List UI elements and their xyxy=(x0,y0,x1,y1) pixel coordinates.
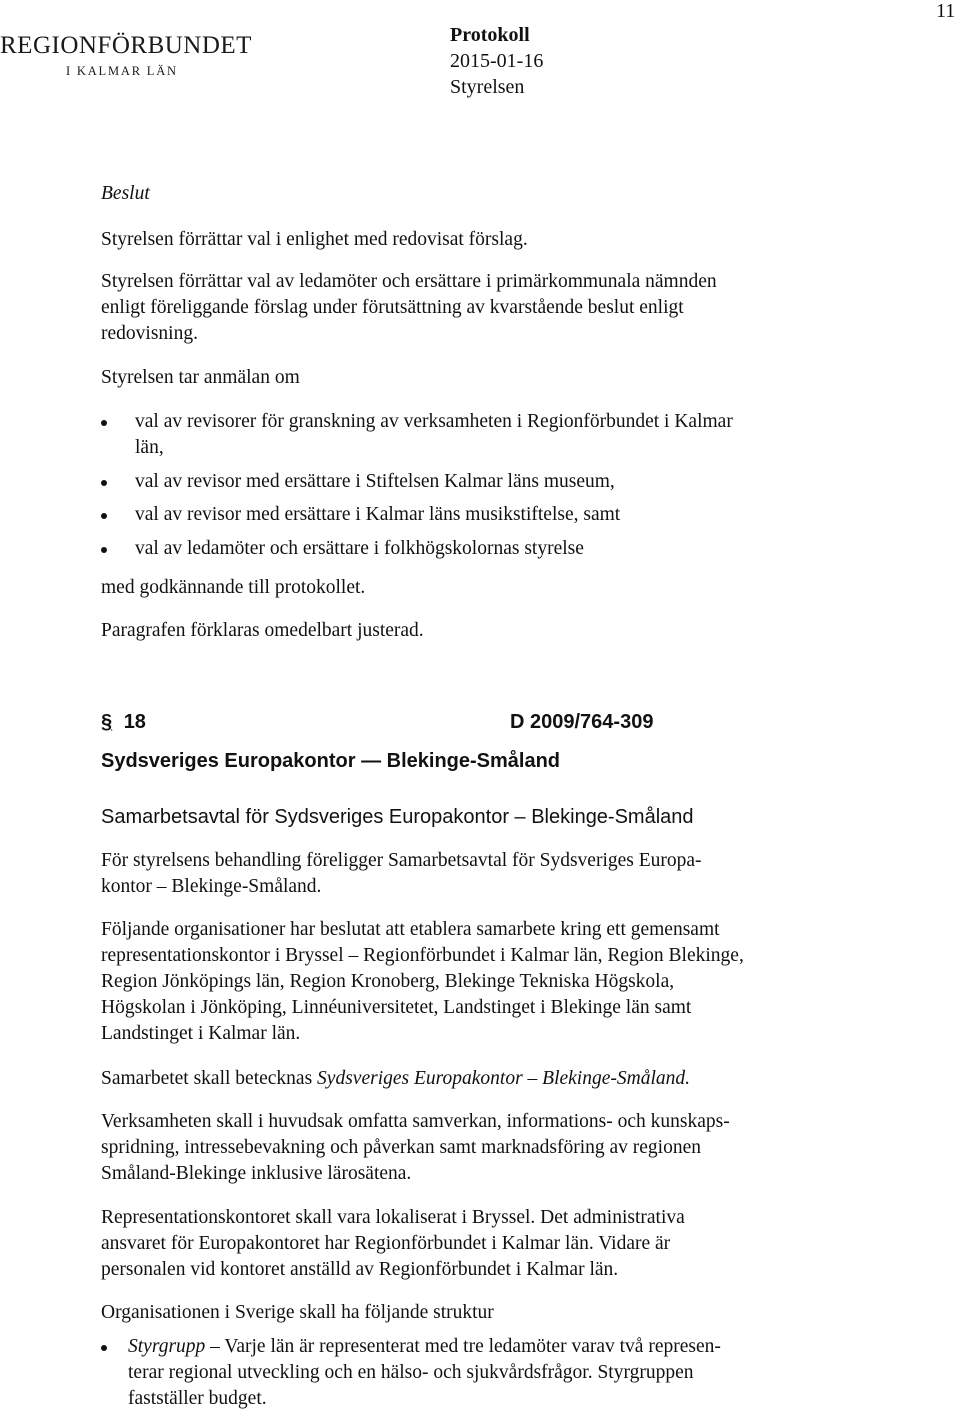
body-paragraph-5-line-3: personalen vid kontoret anställd av Regionförbundet i Kalmar län. xyxy=(101,1259,619,1280)
page-number: 11 xyxy=(936,0,956,22)
section-subtitle: Samarbetsavtal för Sydsveriges Europakontor – Blekinge-Småland xyxy=(101,806,694,828)
list-item-text: län, xyxy=(135,437,164,458)
beslut-paragraph-2-line-2: enligt föreliggande förslag under förutsättning av kvarstående beslut enligt xyxy=(101,297,684,318)
body-paragraph-3-name: Sydsveriges Europakontor – Blekinge-Småland. xyxy=(317,1068,690,1089)
body-paragraph-2-line-3: Region Jönköpings län, Region Kronoberg, Blekinge Tekniska Högskola, xyxy=(101,971,675,992)
body-paragraph-3 xyxy=(101,1066,690,1092)
body-paragraph-4-line-3: Småland-Blekinge inklusive lärosätena. xyxy=(101,1163,412,1184)
beslut-paragraph-1: Styrelsen förrättar val i enlighet med redovisat förslag. xyxy=(101,229,528,250)
document-header xyxy=(450,22,543,100)
regionforbundet-logo xyxy=(0,14,252,78)
bullet-icon xyxy=(101,547,107,553)
section-symbol: § xyxy=(101,711,113,733)
beslut-paragraph-2-line-3: redovisning. xyxy=(101,323,198,344)
bullet-icon xyxy=(101,420,107,426)
header-date: 2015-01-16 xyxy=(450,50,544,72)
body-paragraph-2-line-4: Högskolan i Jönköping, Linnéuniversitetet, Landstinget i Blekinge län samt xyxy=(101,997,692,1018)
section-title: Sydsveriges Europakontor — Blekinge-Småland xyxy=(101,750,561,772)
list-item-text: val av revisor med ersättare i Kalmar läns musikstiftelse, samt xyxy=(135,504,621,525)
body-paragraph-5-line-2: ansvaret för Europakontoret har Regionförbundet i Kalmar län. Vidare är xyxy=(101,1233,671,1254)
beslut-heading: Beslut xyxy=(101,183,150,204)
body-paragraph-1-line-1: För styrelsens behandling föreligger Samarbetsavtal för Sydsveriges Europa- xyxy=(101,850,702,871)
list-item-text: val av revisorer för granskning av verksamheten i Regionförbundet i Kalmar xyxy=(135,411,733,432)
section-number: 18 xyxy=(123,711,146,733)
body-paragraph-2-line-2: representationskontor i Bryssel – Regionförbundet i Kalmar län, Region Blekinge, xyxy=(101,945,744,966)
bullet-icon xyxy=(101,1345,107,1351)
beslut-paragraph-2-line-1: Styrelsen förrättar val av ledamöter och ersättare i primärkommunala nämnden xyxy=(101,271,717,292)
body-paragraph-2-line-5: Landstinget i Kalmar län. xyxy=(101,1023,301,1044)
diarienummer: D 2009/764-309 xyxy=(510,711,654,733)
body-paragraph-2-line-1: Följande organisationer har beslutat att etablera samarbete kring ett gemensamt xyxy=(101,919,720,940)
styrgrupp-term: Styrgrupp xyxy=(128,1336,206,1357)
list-item-text: val av ledamöter och ersättare i folkhögskolornas styrelse xyxy=(135,538,584,559)
bullet-icon xyxy=(101,480,107,486)
body-paragraph-3-prefix: Samarbetet skall betecknas xyxy=(101,1068,318,1089)
body-paragraph-1-line-2: kontor – Blekinge-Småland. xyxy=(101,876,322,897)
logo-sub-text: I KALMAR LÄN xyxy=(66,64,178,78)
bullet-icon xyxy=(101,513,107,519)
styrgrupp-text-line-3: fastställer budget. xyxy=(128,1388,267,1409)
header-organ: Styrelsen xyxy=(450,76,525,98)
styrgrupp-text-line-1: – Varje län är representerat med tre ledamöter varav två represen- xyxy=(205,1336,721,1357)
anmalan-intro: Styrelsen tar anmälan om xyxy=(101,367,300,388)
section-header xyxy=(101,709,146,735)
body-paragraph-4-line-1: Verksamheten skall i huvudsak omfatta samverkan, informations- och kunskaps- xyxy=(101,1111,730,1132)
styrgrupp-text-line-2: terar regional utveckling och en hälso- och sjukvårdsfrågor. Styrgruppen xyxy=(128,1362,694,1383)
list-item-text xyxy=(128,1334,721,1360)
logo-main-text: REGIONFÖRBUNDET xyxy=(0,32,252,59)
justerad-text: Paragrafen förklaras omedelbart justerad. xyxy=(101,620,424,641)
body-paragraph-4-line-2: spridning, intressebevakning och påverkan samt marknadsföring av regionen xyxy=(101,1137,701,1158)
list-item-text: val av revisor med ersättare i Stiftelsen Kalmar läns museum, xyxy=(135,471,615,492)
body-paragraph-5-line-1: Representationskontoret skall vara lokaliserat i Bryssel. Det administrativa xyxy=(101,1207,685,1228)
godkannande-text: med godkännande till protokollet. xyxy=(101,577,366,598)
header-title: Protokoll xyxy=(450,24,530,46)
body-paragraph-6: Organisationen i Sverige skall ha följande struktur xyxy=(101,1302,494,1323)
